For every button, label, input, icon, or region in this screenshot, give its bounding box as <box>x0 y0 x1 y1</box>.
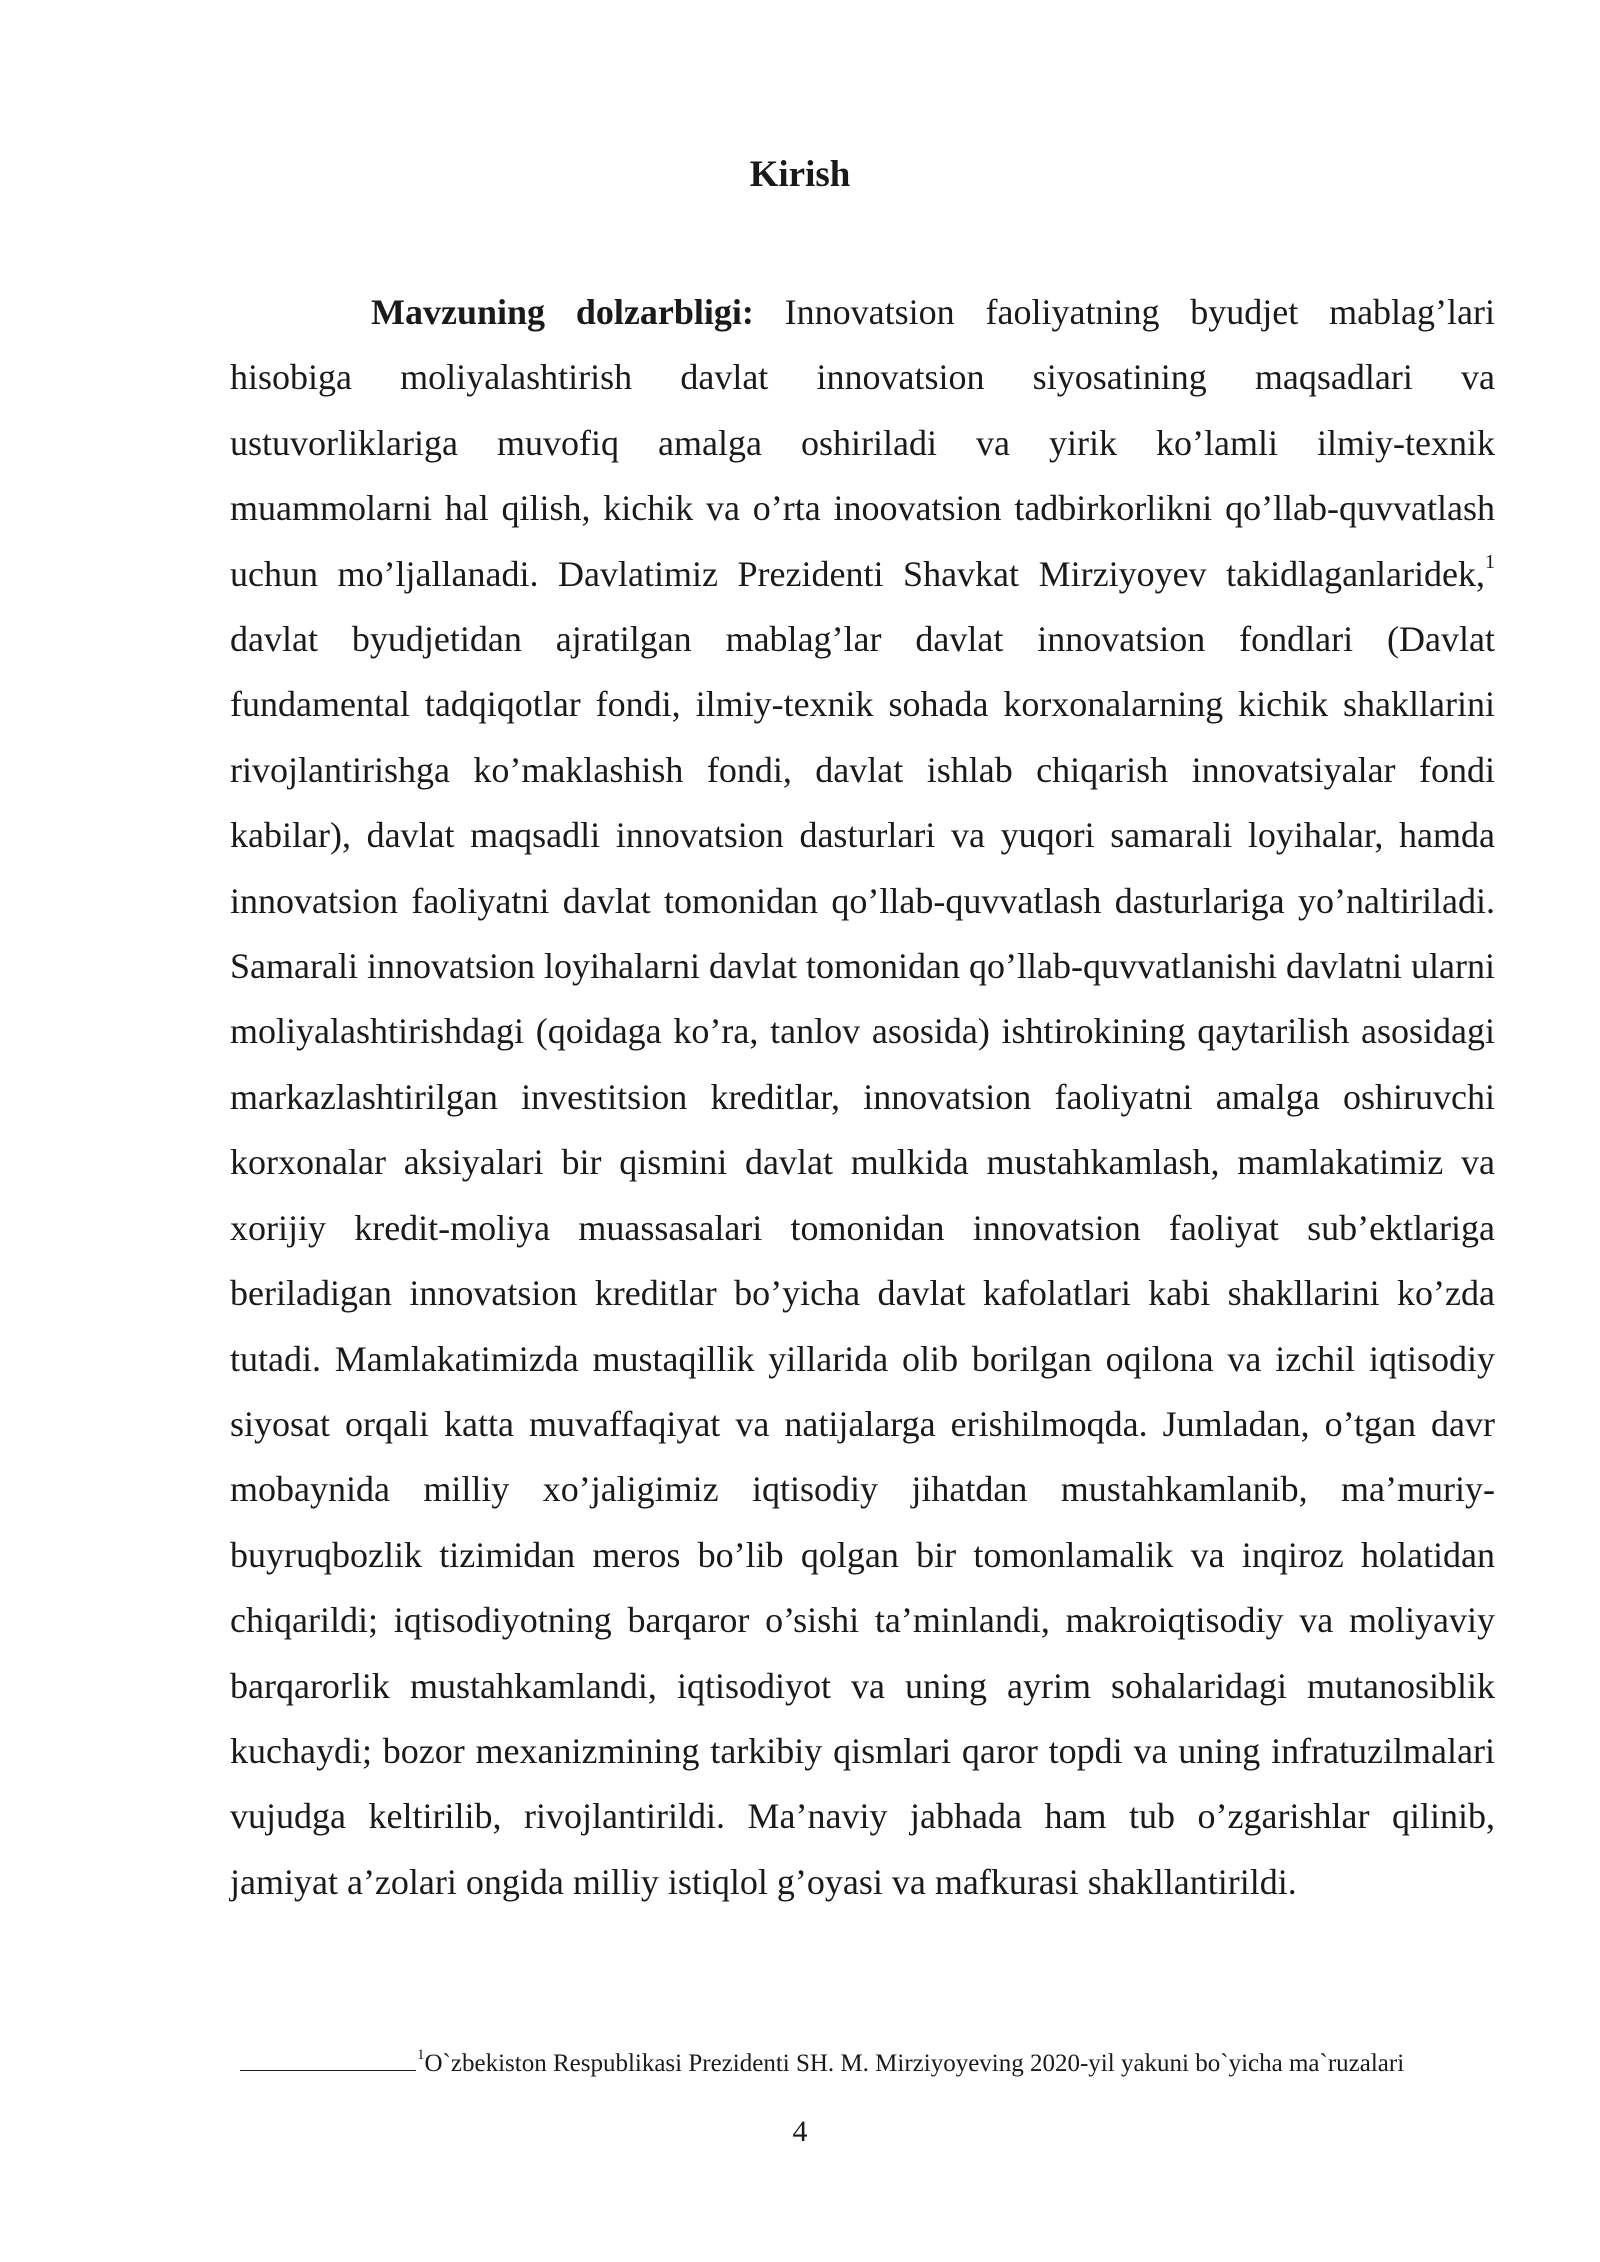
page-number: 4 <box>792 2115 808 2148</box>
section-heading: Kirish <box>749 154 851 195</box>
paragraph-text-part1: Innovatsion faoliyatning byudjet mablag’lari hisobiga moliyalashtirish davlat innovatsion siyosatining maqsadlari va ustuvorliklariga muvofiq amalga oshiriladi va yirik ko’lamli ilmiy-texnik muammolarni hal qilish, kichik va o’rta inoovatsion tadbirkorlikni qo’llab-quvvatlash uchun mo’ljallanadi. Davlatimiz Prezidenti Shavkat Mirziyoyev takidlaganlaridek, <box>230 292 1495 594</box>
body-paragraph <box>230 280 1495 1915</box>
footnote-separator <box>240 2048 416 2071</box>
footnote <box>240 2046 1404 2082</box>
footnote-marker: 1 <box>417 2047 425 2063</box>
footnote-text: O`zbekiston Respublikasi Prezidenti SH. M. Mirziyoyeving 2020-yil yakuni bo`yicha ma`ruzalari <box>424 2050 1405 2077</box>
footnote-reference[interactable]: 1 <box>1485 550 1495 573</box>
paragraph-lead: Mavzuning dolzarbligi: <box>371 292 754 332</box>
paragraph-text-part2: davlat byudjetidan ajratilgan mablag’lar davlat innovatsion fondlari (Davlat fundamental tadqiqotlar fondi, ilmiy-texnik sohada korxonalarning kichik shakllarini rivojlantirishga ko’maklashish fondi, davlat ishlab chiqarish innovatsiyalar fondi kabilar), davlat maqsadli innovatsion dasturlari va yuqori samarali loyihalar, hamda innovatsion faoliyatni davlat tomonidan qo’llab-quvvatlash dasturlariga yo’naltiriladi. Samarali innovatsion loyihalarni davlat tomonidan qo’llab-quvvatlanishi davlatni ularni moliyalashtirishdagi (qoidaga ko’ra, tanlov asosida) ishtirokining qaytarilish asosidagi markazlashtirilgan investitsion kreditlar, innovatsion faoliyatni amalga oshiruvchi korxonalar aksiyalari bir qismini davlat mulkida mustahkamlash, mamlakatimiz va xorijiy kredit-moliya muassasalari tomonidan innovatsion faoliyat sub’ektlariga beriladigan innovatsion kreditlar bo’yicha davlat kafolatlari kabi shakllarini ko’zda tutadi. Mamlakatimizda mustaqillik yillarida olib borilgan oqilona va izchil iqtisodiy siyosat orqali katta muvaffaqiyat va natijalarga erishilmoqda. Jumladan, o’tgan davr mobaynida milliy xo’jaligimiz iqtisodiy jihatdan mustahkamlanib, ma’muriy-buyruqbozlik tizimidan meros bo’lib qolgan bir tomonlamalik va inqiroz holatidan chiqarildi; iqtisodiyotning barqaror o’sishi ta’minlandi, makroiqtisodiy va moliyaviy barqarorlik mustahkamlandi, iqtisodiyot va uning ayrim sohalaridagi mutanosiblik kuchaydi; bozor mexanizmining tarkibiy qismlari qaror topdi va uning infratuzilmalari vujudga keltirilib, rivojlantirildi. Ma’naviy jabhada ham tub o’zgarishlar qilinib, jamiyat a’zolari ongida milliy istiqlol g’oyasi va mafkurasi shakllantirildi. <box>230 619 1495 1902</box>
